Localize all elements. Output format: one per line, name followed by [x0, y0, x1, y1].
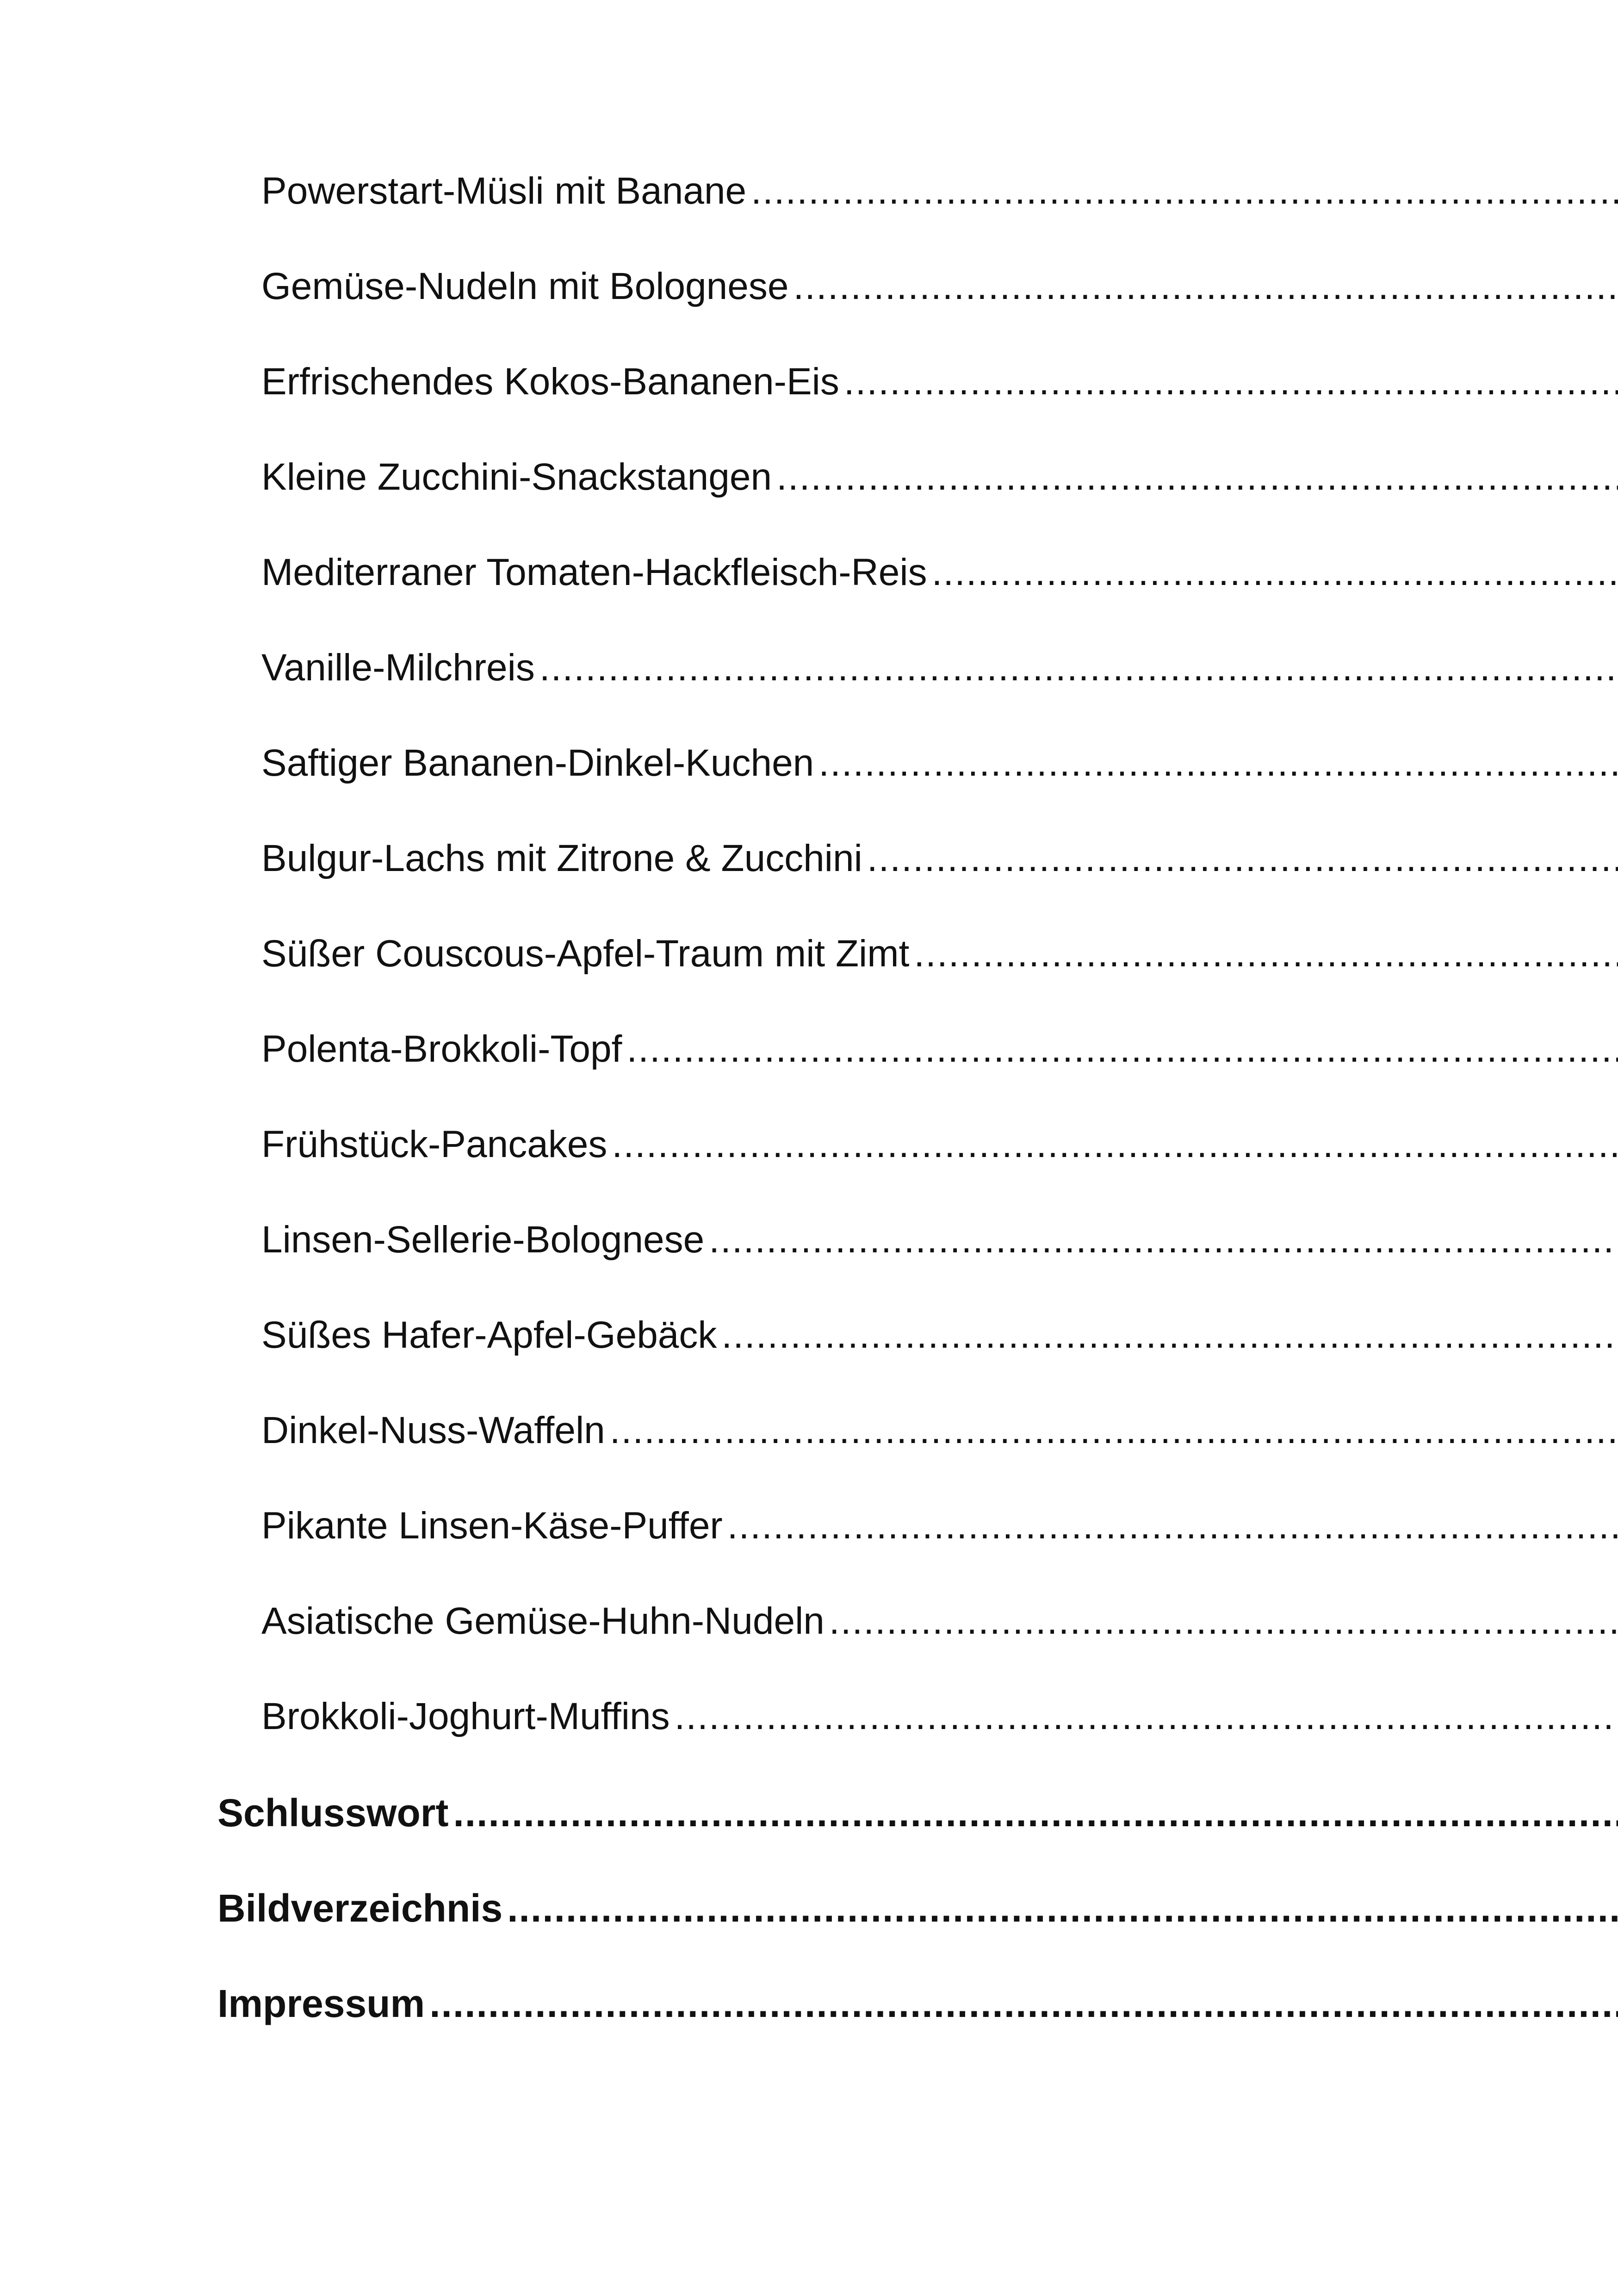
toc-entry-title: Bulgur-Lachs mit Zitrone & Zucchini — [261, 837, 862, 879]
toc-entry-title: Dinkel-Nuss-Waffeln — [261, 1409, 605, 1451]
dot-leader — [610, 1405, 1618, 1456]
toc-entry-title: Asiatische Gemüse-Huhn-Nudeln — [261, 1600, 824, 1642]
toc-entry-title: Saftiger Bananen-Dinkel-Kuchen — [261, 742, 814, 784]
dot-leader — [721, 1310, 1618, 1361]
dot-leader — [932, 547, 1618, 598]
toc-entry[interactable] — [0, 642, 1618, 693]
toc-entry[interactable] — [0, 452, 1618, 503]
toc-entry-title: Gemüse-Nudeln mit Bolognese — [261, 265, 789, 307]
toc-entry[interactable] — [0, 1596, 1618, 1647]
toc-entry[interactable] — [0, 166, 1618, 217]
dot-leader — [844, 356, 1618, 407]
dot-leader — [507, 1882, 1618, 1934]
toc-chapter[interactable] — [0, 1882, 1618, 1934]
toc-entry[interactable] — [0, 1214, 1618, 1265]
toc-chapter-title: Schlusswort — [217, 1791, 449, 1835]
toc-entry-title: Kleine Zucchini-Snackstangen — [261, 456, 772, 498]
toc-entry-title: Süßer Couscous-Apfel-Traum mit Zimt — [261, 933, 910, 975]
dot-leader — [751, 166, 1618, 217]
toc-entry[interactable] — [0, 356, 1618, 407]
toc-entry-title: Linsen-Sellerie-Bolognese — [261, 1219, 705, 1261]
toc-chapter[interactable] — [0, 1978, 1618, 2029]
toc-entry[interactable] — [0, 1310, 1618, 1361]
dot-leader — [867, 833, 1618, 884]
dot-leader — [727, 1500, 1618, 1551]
dot-leader — [914, 928, 1618, 979]
toc-chapter[interactable] — [0, 1787, 1618, 1839]
toc-chapter-title: Bildverzeichnis — [217, 1886, 503, 1930]
toc-entry-title: Mediterraner Tomaten-Hackfleisch-Reis — [261, 551, 927, 593]
toc-entry-title: Powerstart-Müsli mit Banane — [261, 170, 747, 212]
toc-entry[interactable] — [0, 261, 1618, 312]
toc-entry-title: Süßes Hafer-Apfel-Gebäck — [261, 1314, 717, 1356]
dot-leader — [453, 1787, 1618, 1839]
toc-chapter-title: Impressum — [217, 1982, 425, 2025]
dot-leader — [429, 1978, 1618, 2029]
toc-entry-title: Polenta-Brokkoli-Topf — [261, 1028, 622, 1070]
toc-entry[interactable] — [0, 1024, 1618, 1075]
toc-entry-title: Pikante Linsen-Käse-Puffer — [261, 1505, 723, 1547]
toc-entry-title: Frühstück-Pancakes — [261, 1123, 608, 1165]
toc-entry-title: Vanille-Milchreis — [261, 647, 535, 689]
dot-leader — [539, 642, 1618, 693]
dot-leader — [675, 1691, 1618, 1742]
toc-entry[interactable] — [0, 1500, 1618, 1551]
dot-leader — [612, 1119, 1618, 1170]
dot-leader — [709, 1214, 1618, 1265]
toc-entry[interactable] — [0, 1691, 1618, 1742]
toc-entry-title: Brokkoli-Joghurt-Muffins — [261, 1695, 670, 1737]
toc-entry[interactable] — [0, 1405, 1618, 1456]
toc-entry[interactable] — [0, 1119, 1618, 1170]
toc-entry[interactable] — [0, 928, 1618, 979]
dot-leader — [793, 261, 1618, 312]
toc-entry[interactable] — [0, 833, 1618, 884]
dot-leader — [776, 452, 1618, 503]
dot-leader — [818, 738, 1618, 789]
dot-leader — [829, 1596, 1618, 1647]
toc-entry[interactable] — [0, 547, 1618, 598]
toc-entry[interactable] — [0, 738, 1618, 789]
dot-leader — [626, 1024, 1618, 1075]
toc-entry-title: Erfrischendes Kokos-Bananen-Eis — [261, 361, 839, 403]
